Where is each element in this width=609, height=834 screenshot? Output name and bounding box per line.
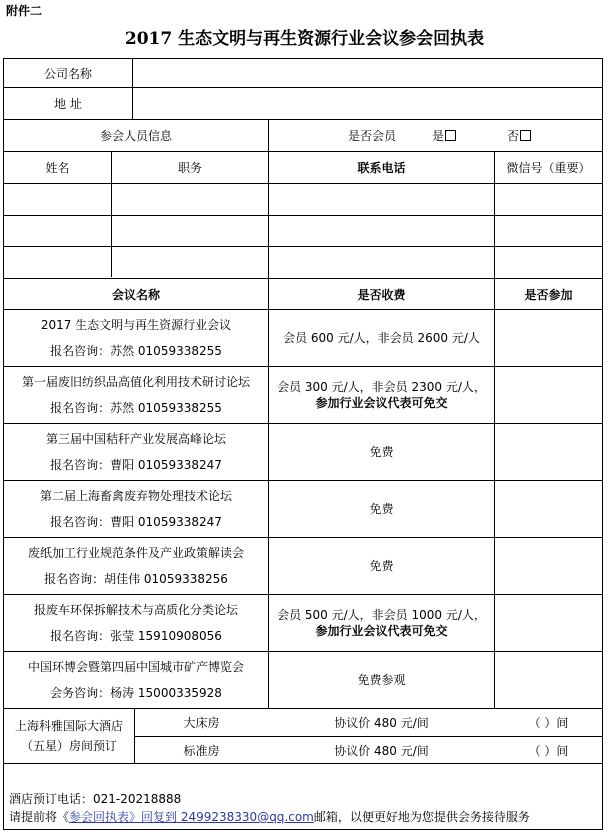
- address-field[interactable]: [133, 88, 602, 119]
- reply-note-prefix: 请提前将《: [9, 810, 70, 824]
- attendee-2-name-field[interactable]: [4, 216, 111, 246]
- meeting-fee-note: 参加行业会议代表可免交: [315, 396, 448, 410]
- reply-form-link[interactable]: 参会回执表: [69, 810, 130, 824]
- meeting-name-header: 会议名称: [111, 287, 160, 302]
- room-price-king: 协议价 480 元/间: [334, 716, 429, 730]
- meeting-fee: 会员 600 元/人，非会员 2600 元/人: [283, 331, 480, 345]
- meeting-row-6-fee-cell: [269, 595, 494, 651]
- member-no-label: 否: [506, 129, 519, 143]
- member-question-label: 是否会员: [347, 129, 396, 143]
- meeting-contact: 报名咨询：曹阳 01059338247: [50, 458, 222, 472]
- meeting-row-4-name-cell: [4, 481, 268, 537]
- meeting-name: 第二届上海畜禽废弃物处理技术论坛: [39, 489, 232, 503]
- meeting-row-2-attend-field[interactable]: [495, 367, 602, 423]
- meeting-row-2-name-cell: [4, 367, 268, 423]
- attachment-label: 附件二: [6, 4, 43, 18]
- meeting-row-6-attend-field[interactable]: [495, 595, 602, 651]
- hotel-label-cell: [4, 709, 134, 763]
- reply-note: [9, 808, 530, 825]
- meeting-fee: 会员 300 元/人，非会员 2300 元/人，: [277, 380, 486, 394]
- meeting-contact: 报名咨询：曹阳 01059338247: [50, 515, 222, 529]
- meeting-contact: 报名咨询：苏然 01059338255: [50, 401, 222, 415]
- meeting-name: 第一届废旧纺织品高值化利用技术研讨论坛: [21, 375, 250, 389]
- company-name-label: 公司名称: [43, 66, 92, 81]
- attendee-2-position-field[interactable]: [112, 216, 268, 246]
- meeting-name: 废纸加工行业规范条件及产业政策解读会: [27, 546, 244, 560]
- meeting-row-6-name-cell: [4, 595, 268, 651]
- attendee-1-name-field[interactable]: [4, 184, 111, 215]
- col-phone-header: 联系电话: [357, 161, 406, 175]
- meeting-name: 中国环博会暨第四届中国城市矿产博览会: [27, 660, 244, 674]
- attendee-3-phone-field[interactable]: [269, 247, 494, 278]
- attendee-info-label: 参会人员信息: [99, 129, 172, 143]
- attendee-1-wechat-field[interactable]: [495, 184, 602, 215]
- meeting-row-3-attend-field[interactable]: [495, 424, 602, 480]
- col-position-header: 职务: [177, 161, 202, 175]
- meeting-row-3-fee-cell: [269, 424, 494, 480]
- attendee-1-position-field[interactable]: [112, 184, 268, 215]
- meeting-contact: 报名咨询：苏然 01059338255: [50, 344, 222, 358]
- meeting-row-7-name-cell: [4, 652, 268, 708]
- room-qty-standard-field[interactable]: （ ）间: [528, 743, 569, 758]
- meeting-contact: 报名咨询：张莹 15910908056: [50, 629, 222, 643]
- meeting-row-4-fee-cell: [269, 481, 494, 537]
- meeting-row-2-fee-cell: [269, 367, 494, 423]
- attendee-3-wechat-field[interactable]: [495, 247, 602, 278]
- meeting-row-5-name-cell: [4, 538, 268, 594]
- meeting-name: 第三届中国秸秆产业发展高峰论坛: [45, 432, 226, 446]
- meeting-name: 2017 生态文明与再生资源行业会议: [40, 318, 232, 332]
- meeting-row-5-attend-field[interactable]: [495, 538, 602, 594]
- attendee-3-position-field[interactable]: [112, 247, 268, 278]
- member-yes-option[interactable]: [424, 120, 464, 151]
- room-price-standard: 协议价 480 元/间: [334, 743, 429, 758]
- meeting-fee-note: 参加行业会议代表可免交: [315, 624, 448, 638]
- col-wechat-header: 微信号（重要）: [506, 161, 591, 175]
- meeting-row-1-name-cell: [4, 310, 268, 366]
- meeting-row-7-fee-cell: [269, 652, 494, 708]
- meeting-fee: 免费: [369, 502, 394, 516]
- attendee-3-name-field[interactable]: [4, 247, 111, 278]
- member-yes-checkbox[interactable]: [445, 130, 456, 141]
- meeting-row-1-fee-cell: [269, 310, 494, 366]
- hotel-name: 上海科雅国际大酒店: [14, 719, 123, 733]
- meeting-row-4-attend-field[interactable]: [495, 481, 602, 537]
- meeting-row-5-fee-cell: [269, 538, 494, 594]
- meeting-attend-header: 是否参加: [524, 287, 573, 302]
- meeting-fee: 会员 500 元/人，非会员 1000 元/人，: [277, 608, 486, 622]
- meeting-name: 报废车环保拆解技术与高质化分类论坛: [33, 603, 238, 617]
- member-no-option[interactable]: [499, 120, 539, 151]
- col-name-header: 姓名: [45, 161, 70, 175]
- member-yes-label: 是: [431, 129, 444, 143]
- room-type-king: 大床房: [183, 716, 220, 730]
- reply-email-link[interactable]: 》回复到 2499238330@qq.com: [129, 810, 314, 824]
- attendee-2-wechat-field[interactable]: [495, 216, 602, 246]
- company-name-field[interactable]: [133, 59, 602, 87]
- meeting-row-3-name-cell: [4, 424, 268, 480]
- meeting-fee: 免费: [369, 559, 394, 573]
- registration-table: [3, 58, 603, 830]
- meeting-row-1-attend-field[interactable]: [495, 310, 602, 366]
- room-type-standard: 标准房: [183, 743, 220, 758]
- meeting-fee: 免费参观: [357, 673, 406, 687]
- attendee-1-phone-field[interactable]: [269, 184, 494, 215]
- page-title: 2017 生态文明与再生资源行业会议参会回执表: [124, 29, 485, 49]
- meeting-fee-header: 是否收费: [357, 287, 406, 302]
- meeting-contact: 会务咨询：杨涛 15000335928: [50, 686, 222, 700]
- meeting-fee: 免费: [369, 445, 394, 459]
- hotel-phone-note: 酒店预订电话：021-20218888: [9, 792, 182, 806]
- member-no-checkbox[interactable]: [520, 130, 531, 141]
- attendee-2-phone-field[interactable]: [269, 216, 494, 246]
- meeting-row-7-attend-field[interactable]: [495, 652, 602, 708]
- hotel-booking-label: （五星）房间预订: [20, 739, 117, 753]
- address-label: 地 址: [54, 97, 82, 111]
- reply-note-suffix: 邮箱，以便更好地为您提供会务接待服务: [313, 810, 530, 824]
- room-qty-king-field[interactable]: （ ）间: [528, 716, 569, 730]
- meeting-contact: 报名咨询：胡佳伟 01059338256: [44, 572, 228, 586]
